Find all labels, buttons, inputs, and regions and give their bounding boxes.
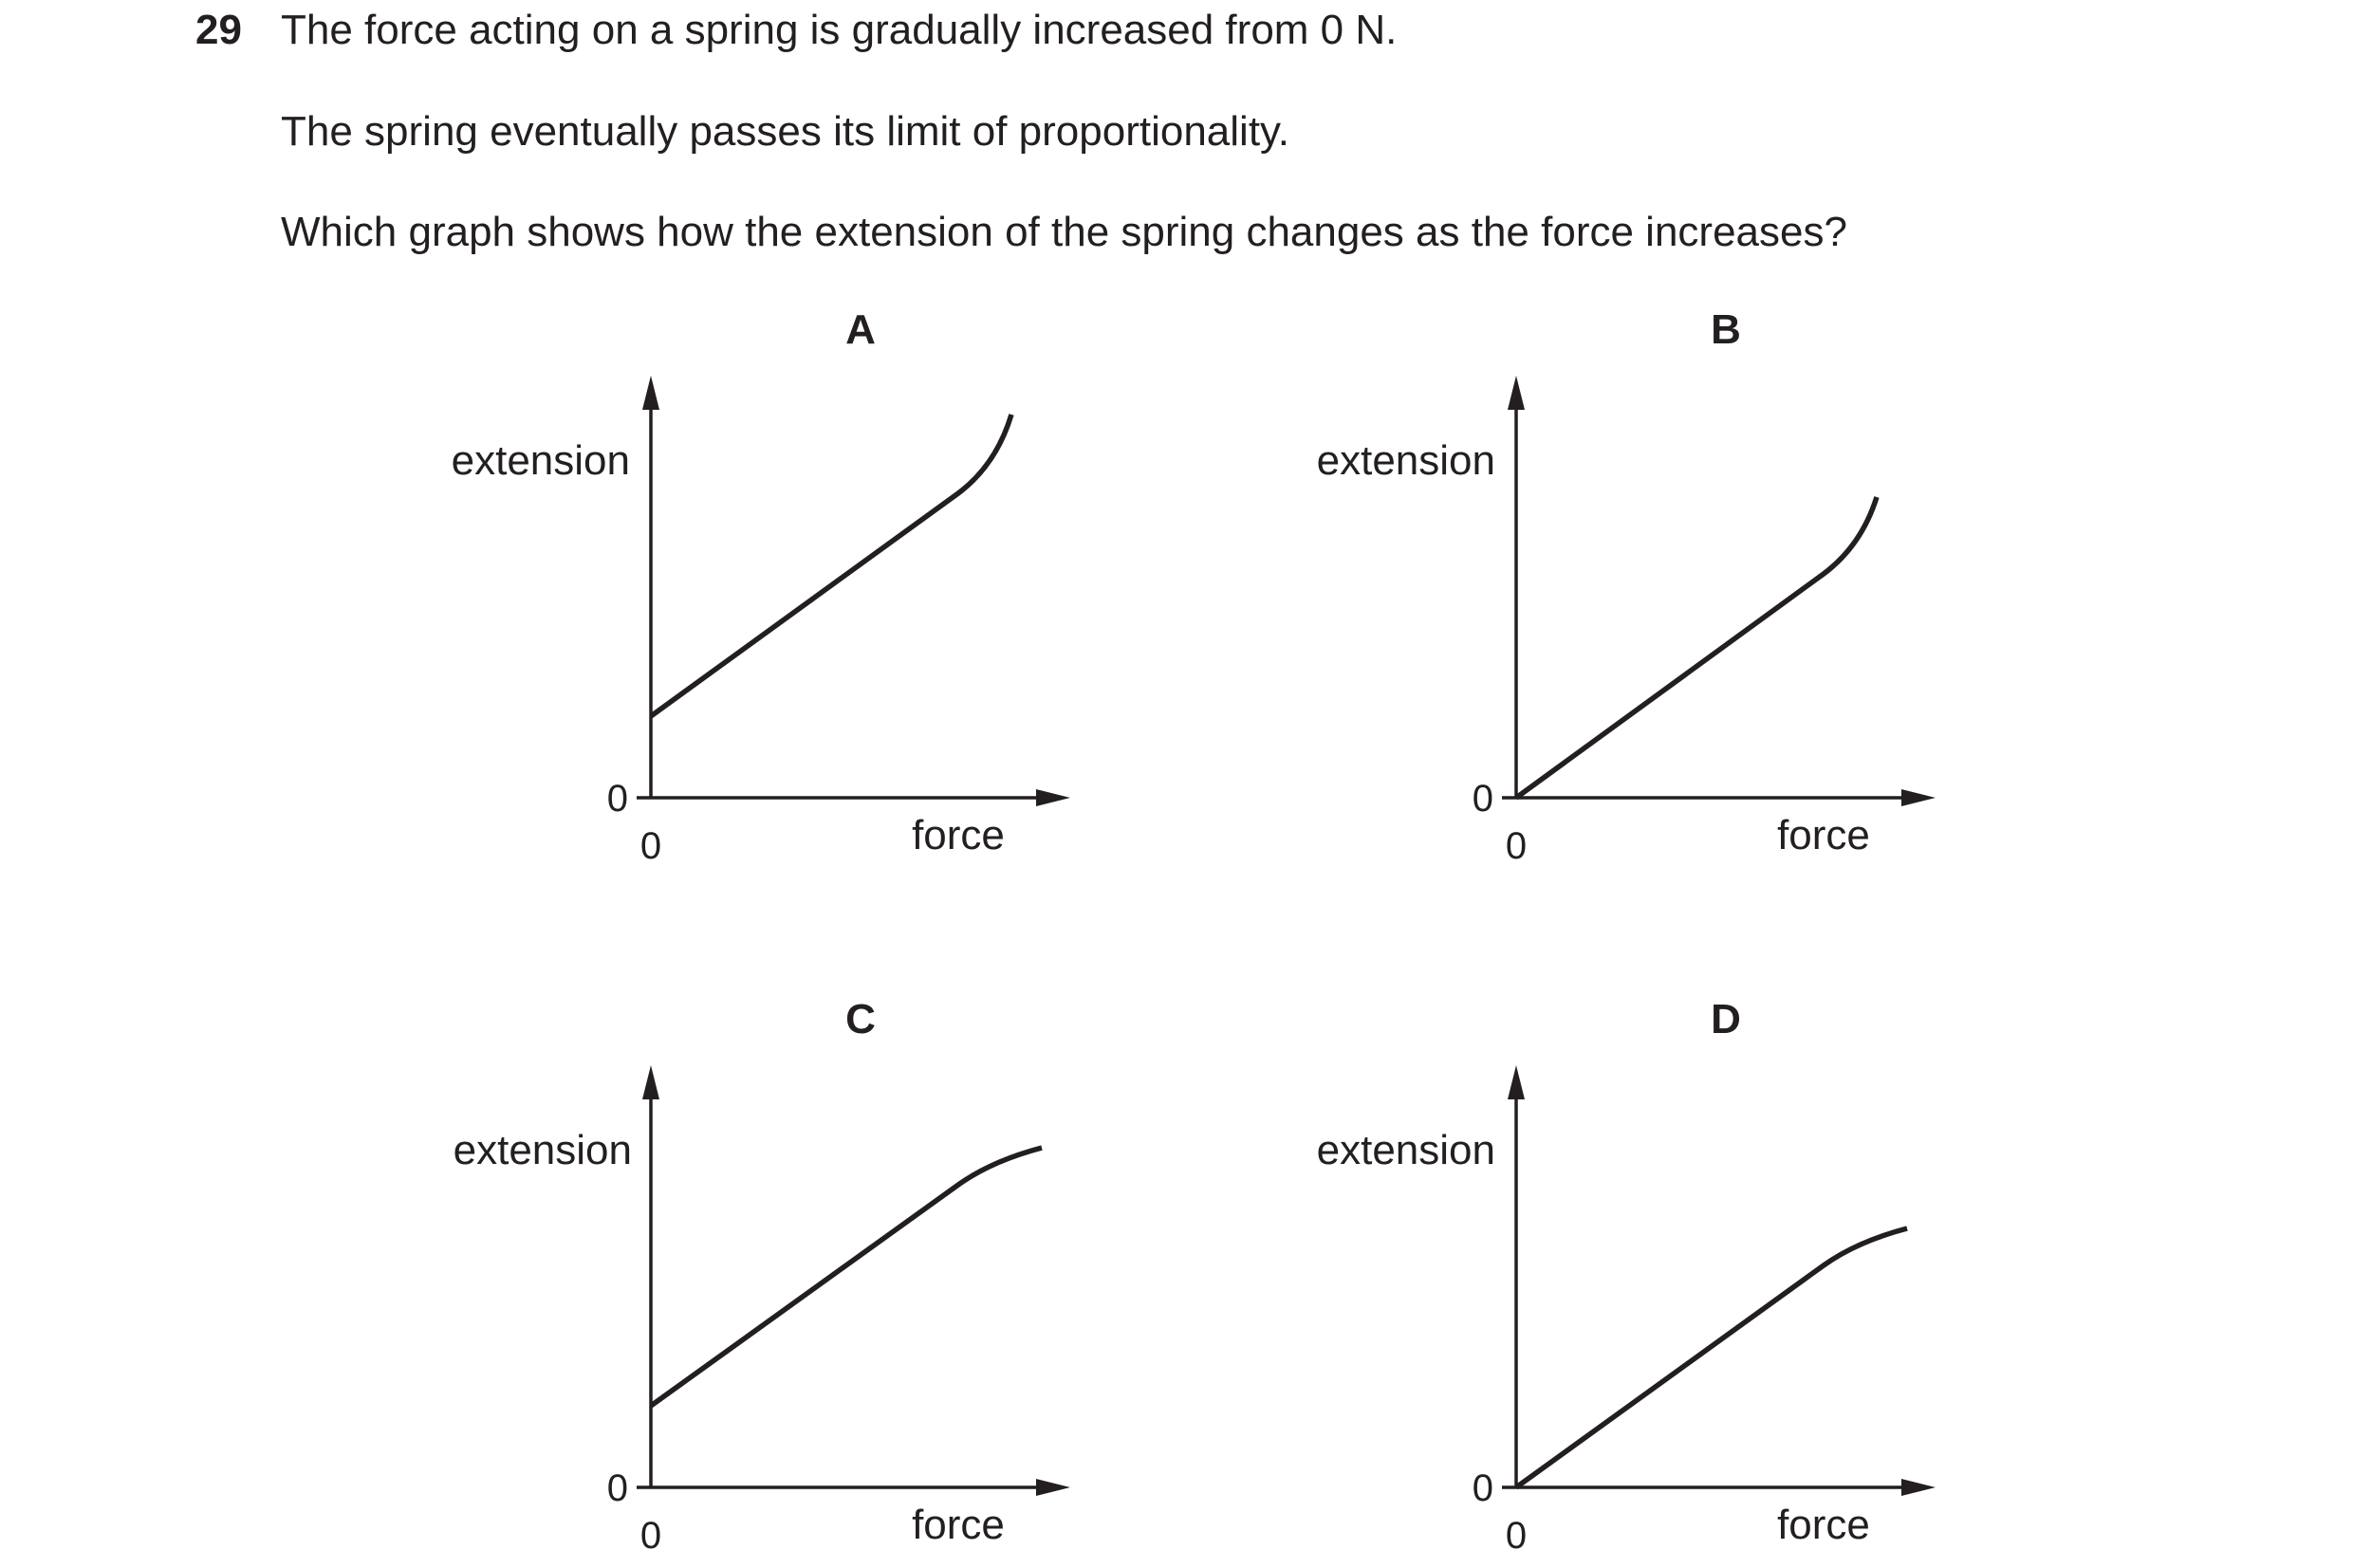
question-line-1: The force acting on a spring is gradually increased from 0 N. — [281, 7, 1398, 53]
x-axis-arrow — [1036, 789, 1070, 806]
graph-label: D — [1711, 996, 1741, 1042]
y-axis-label: extension — [1316, 1127, 1495, 1173]
graph-curve — [1516, 1228, 1907, 1487]
question-number: 29 — [195, 7, 242, 53]
graph-label: B — [1711, 306, 1741, 353]
graph-b — [1317, 306, 1936, 867]
x-origin-label: 0 — [1505, 825, 1528, 867]
graph-label: A — [845, 306, 876, 353]
x-axis-label: force — [912, 812, 1005, 858]
x-axis-label: force — [1777, 1502, 1870, 1548]
question-line-3: Which graph shows how the extension of the spring changes as the force increases? — [281, 209, 1847, 255]
graph-c — [454, 996, 1070, 1557]
graph-curve — [1516, 497, 1877, 798]
y-axis-arrow — [642, 1065, 659, 1099]
x-origin-label: 0 — [1505, 1515, 1528, 1557]
y-origin-label: 0 — [606, 1467, 628, 1509]
graph-curve — [651, 1148, 1042, 1406]
y-axis-arrow — [1508, 1065, 1525, 1099]
x-axis-label: force — [912, 1502, 1005, 1548]
y-axis-label: extension — [451, 437, 630, 484]
graph-curve — [651, 415, 1011, 716]
y-axis-arrow — [1508, 376, 1525, 410]
graph-d — [1317, 996, 1936, 1557]
y-axis-label: extension — [453, 1127, 632, 1173]
x-origin-label: 0 — [639, 1515, 662, 1557]
x-axis-arrow — [1901, 789, 1936, 806]
x-axis-arrow — [1036, 1479, 1070, 1496]
x-axis-arrow — [1901, 1479, 1936, 1496]
y-axis-label: extension — [1316, 437, 1495, 484]
question-line-2: The spring eventually passes its limit of proportionality. — [281, 108, 1290, 155]
y-origin-label: 0 — [1472, 1467, 1493, 1509]
y-axis-arrow — [642, 376, 659, 410]
x-axis-label: force — [1777, 812, 1870, 858]
y-origin-label: 0 — [606, 778, 628, 820]
x-origin-label: 0 — [639, 825, 662, 867]
graph-a — [452, 306, 1070, 867]
graph-label: C — [845, 996, 876, 1042]
y-origin-label: 0 — [1472, 778, 1493, 820]
